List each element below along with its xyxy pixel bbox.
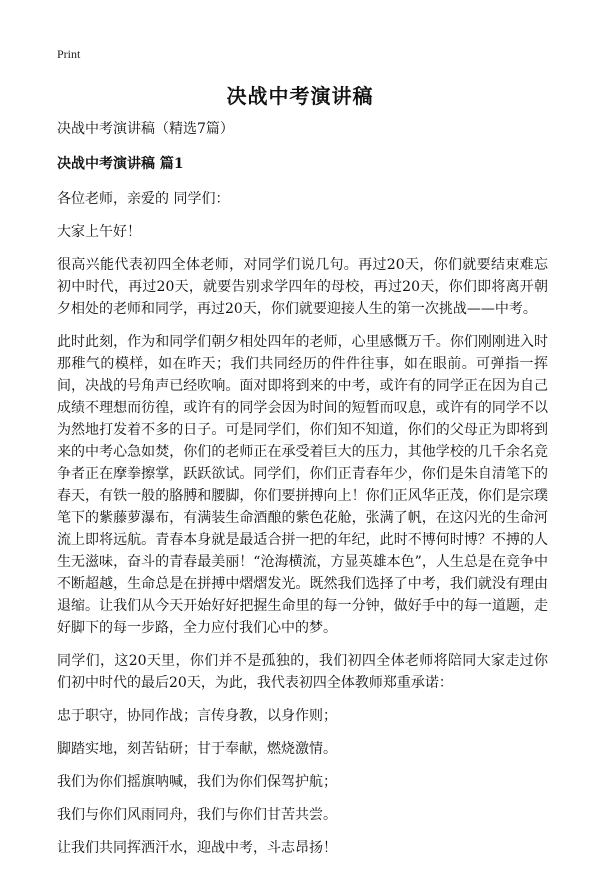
paragraph-intro: 很高兴能代表初四全体老师，对同学们说几句。再过20天，你们就要结束难忘初中时代，再过20天，就要告别求学四年的母校，再过20天，你们即将离开朝夕相处的老师和同学，再过20天，你们就要迎接人生的第一次挑战——中考。 (57, 257, 548, 317)
paragraph-closing: 让我们共同挥洒汗水，迎战中考，斗志昂扬！ (57, 840, 337, 856)
print-link[interactable]: Print (57, 47, 81, 61)
paragraph-pledge-2: 脚踏实地，刻苦钻研；甘于奉献，燃烧激情。 (57, 741, 337, 757)
paragraph-pledge-4: 我们与你们风雨同舟，我们与你们甘苦共尝。 (57, 807, 337, 823)
paragraph-pledge-1: 忠于职守，协同作战；言传身教，以身作则； (57, 708, 337, 724)
paragraph-commitment: 同学们，这20天里，你们并不是孤独的，我们初四全体老师将陪同大家走过你们初中时代的最后20天，为此，我代表初四全体教师郑重承诺： (57, 653, 548, 691)
document-subtitle: 决战中考演讲稿（精选7篇） (57, 121, 234, 137)
paragraph-pledge-3: 我们为你们摇旗呐喊，我们为你们保驾护航； (57, 774, 337, 790)
paragraph-good-morning: 大家上午好！ (57, 224, 141, 240)
paragraph-greeting: 各位老师，亲爱的 同学们： (57, 191, 230, 207)
paragraph-main: 此时此刻，作为和同学们朝夕相处四年的老师，心里感慨万千。你们刚刚进入时那稚气的模样，如在昨天；我们共同经历的件件往事，如在眼前。可弹指一挥间，决战的号角声已经吹响。面对即将到来的中考，或许有的同学正在因为自己成绩不理想而彷徨，或许有的同学会因为时间的短暂而叹息，或许有的同学不以为然地打发着不多的日子。可是同学们，你们知不知道，你们的父母正为即将到来的中考心急如焚，你们的老师正在承受着巨大的压力，其他学校的几千余名竞争者正在摩拳擦掌，跃跃欲试。同学们，你们正青春年少，你们是朱自清笔下的春天，有铁一般的胳膊和腰脚，你们要拼搏向上！你们正风华正茂，你们是宗璞笔下的紫藤萝瀑布，有满装生命酒酿的紫色花舱，张满了帆，在这闪光的生命河流上即将远航。青春本身就是最适合拼一把的年纪，此时不博何时博？不搏的人生无滋味，奋斗的青春最美丽！“沧海横流，方显英雄本色”，人生总是在竞争中不断超越，生命总是在拼搏中熠熠发光。既然我们选择了中考，我们就没有理由退缩。让我们从今天开始好好把握生命里的每一分钟，做好手中的每一道题，走好脚下的每一步路，全力应付我们心中的梦。 (57, 334, 548, 636)
section-heading: 决战中考演讲稿 篇1 (57, 156, 184, 172)
document-body (57, 118, 548, 870)
document-title: 决战中考演讲稿 (226, 84, 374, 108)
